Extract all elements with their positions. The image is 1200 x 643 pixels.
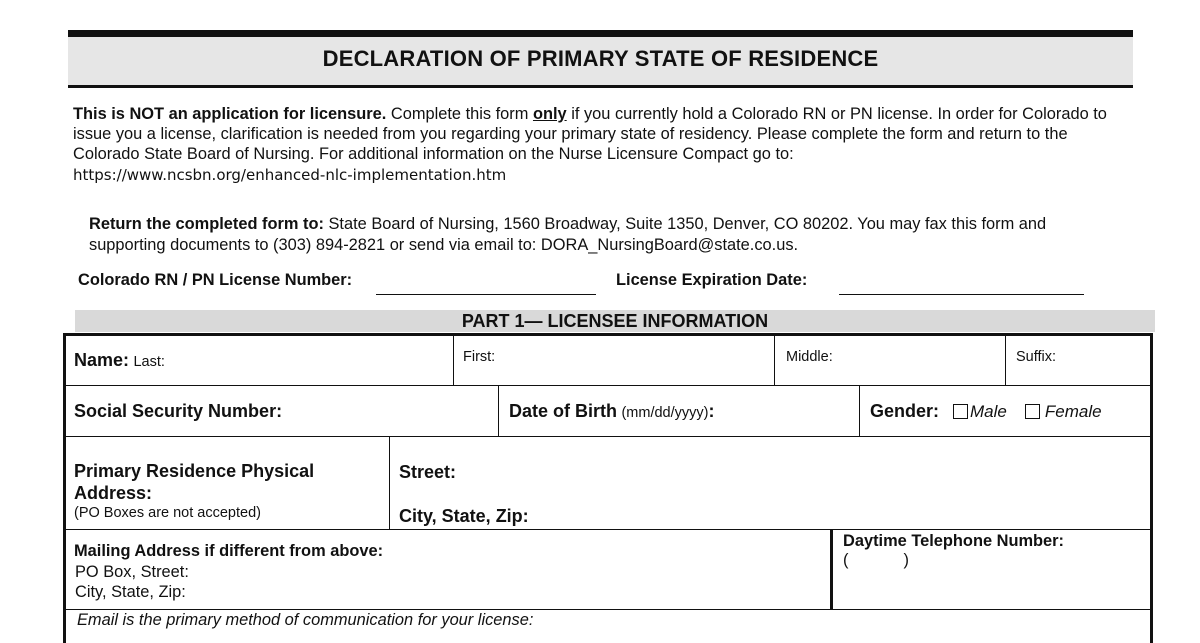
part1-title: PART 1— LICENSEE INFORMATION	[461, 311, 769, 331]
ncsbn-link[interactable]: https://www.ncsbn.org/enhanced-nlc-implementation.htm	[73, 166, 507, 184]
residence-note: (PO Boxes are not accepted)	[74, 505, 261, 521]
return-instructions	[89, 214, 1089, 256]
name-label: Name:	[74, 350, 130, 370]
male-label: Male	[970, 402, 1007, 421]
email-note: Email is the primary method of communication for your license:	[77, 611, 534, 629]
cell-divider	[498, 386, 499, 436]
mailing-city-label[interactable]: City, State, Zip:	[75, 583, 186, 601]
city-state-zip-label[interactable]: City, State, Zip:	[399, 506, 529, 526]
phone-paren-close: )	[903, 551, 909, 569]
cell-divider	[453, 336, 454, 385]
row-divider	[63, 609, 1153, 610]
dob-label: Date of Birth	[509, 401, 617, 421]
intro-paragraph	[73, 104, 1133, 164]
cell-divider	[1005, 336, 1006, 385]
license-expiration-field[interactable]	[839, 294, 1084, 295]
intro-text-1: Complete this form	[386, 105, 533, 123]
suffix-label[interactable]: Suffix:	[1016, 349, 1057, 365]
license-number-field[interactable]	[376, 294, 596, 295]
cell-divider	[389, 437, 390, 529]
phone-field[interactable]	[843, 551, 909, 570]
mailing-label: Mailing Address if different from above:	[74, 542, 384, 560]
mailing-po-label[interactable]: PO Box, Street:	[75, 563, 189, 581]
intro-only: only	[532, 105, 567, 123]
row-divider	[63, 529, 1153, 530]
ssn-label[interactable]: Social Security Number:	[74, 401, 283, 421]
name-cell[interactable]	[74, 350, 165, 371]
intro-bold-lead: This is NOT an application for licensure.	[73, 105, 387, 123]
gender-cell	[870, 401, 1102, 422]
cell-divider	[774, 336, 775, 385]
dob-cell[interactable]	[509, 401, 714, 422]
license-expiration-label: License Expiration Date:	[616, 271, 808, 289]
row-divider	[63, 436, 1153, 437]
last-name-label: Last:	[133, 354, 165, 370]
middle-name-label[interactable]: Middle:	[786, 349, 833, 365]
license-number-label: Colorado RN / PN License Number:	[78, 271, 353, 289]
return-bold-lead: Return the completed form to:	[89, 215, 324, 233]
gender-label: Gender:	[870, 401, 940, 421]
row-divider	[63, 385, 1153, 386]
phone-paren-open: (	[843, 551, 849, 569]
female-label: Female	[1044, 402, 1102, 421]
intro-text-2: if you currently hold a Colorado RN or PN license. In order for Colorado to issue you a license, clarification is needed from you regarding your primary state of residency. Please complete the form and return to the Colorado State Board of Nursing. For additional information on the Nurse Licensure Compact go to:	[73, 105, 1107, 163]
dob-format: (mm/dd/yyyy)	[621, 405, 709, 421]
female-checkbox[interactable]	[1025, 404, 1040, 419]
dob-colon: :	[708, 401, 715, 421]
male-checkbox[interactable]	[953, 404, 968, 419]
phone-label: Daytime Telephone Number:	[843, 532, 1065, 550]
page-title: DECLARATION OF PRIMARY STATE OF RESIDENCE	[322, 46, 879, 71]
cell-divider	[830, 530, 833, 609]
first-name-label[interactable]: First:	[463, 349, 496, 365]
cell-divider	[859, 386, 860, 436]
street-label[interactable]: Street:	[399, 462, 457, 482]
return-text: State Board of Nursing, 1560 Broadway, Suite 1350, Denver, CO 80202. You may fax this form and supporting documents to (303) 894-2821 or send via email to: DORA_NursingBoard@state.co.us.	[89, 215, 1047, 254]
residence-label: Primary Residence Physical Address:	[74, 461, 315, 503]
